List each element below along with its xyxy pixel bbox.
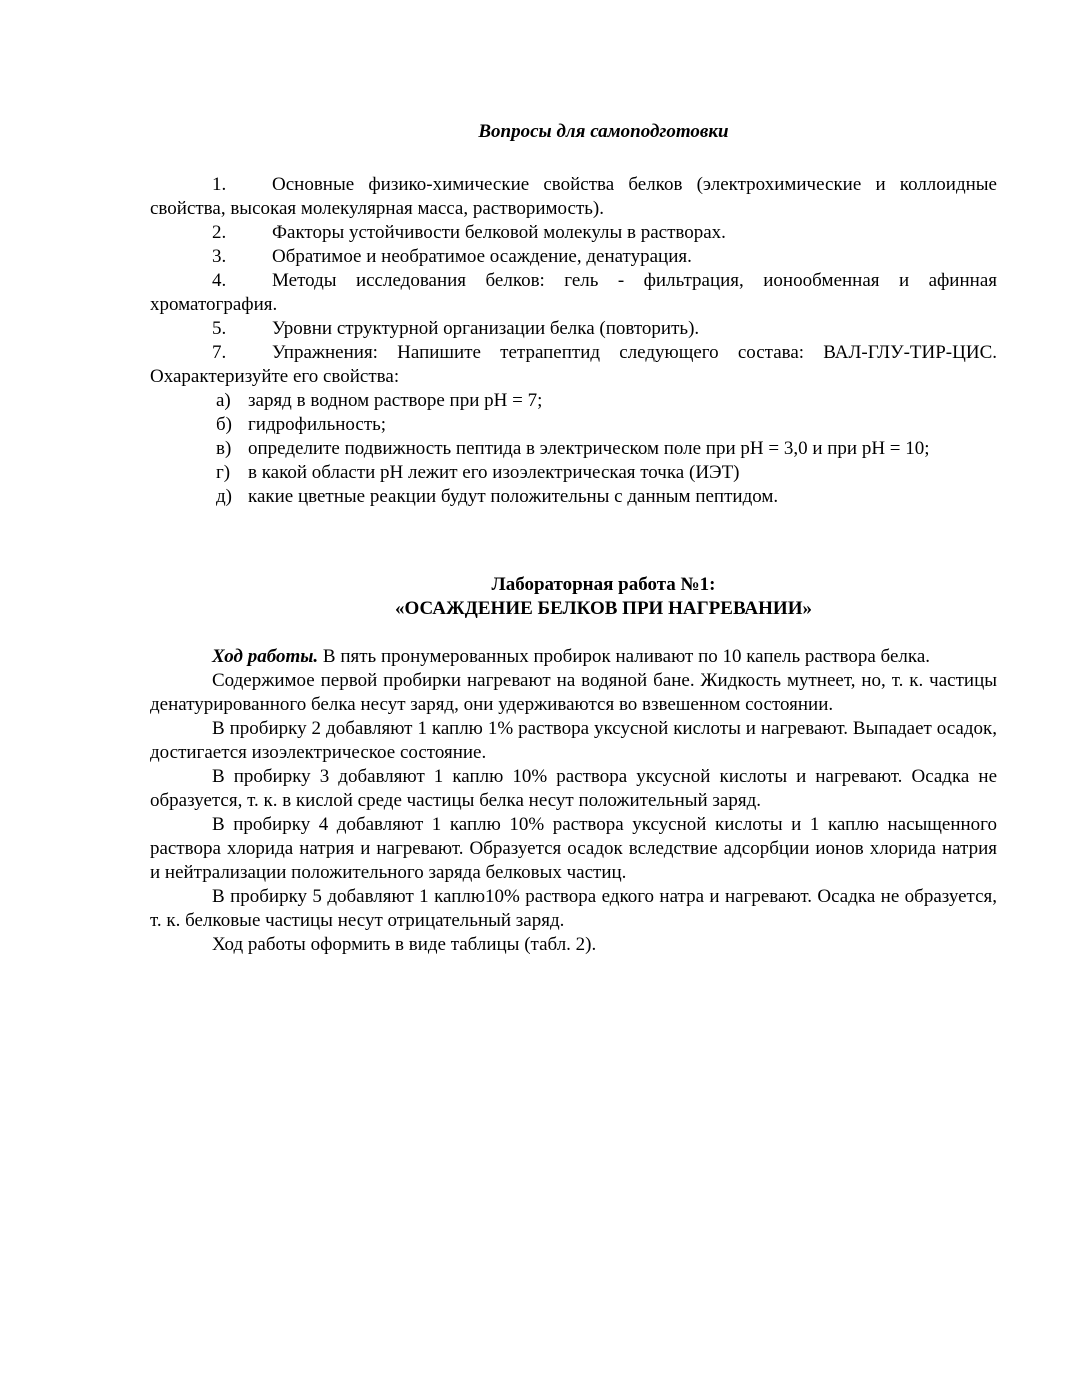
lab-title: Лабораторная работа №1: <box>491 574 716 595</box>
question-text: Основные физико-химические свойства белков (электрохимические и коллоидные свойства, высокая молекулярная масса, растворимость). <box>150 174 997 219</box>
lab-paragraph: В пробирку 4 добавляют 1 каплю 10% раствора уксусной кислоты и 1 каплю насыщенного раствора хлорида натрия и нагревают. Образуется осадок вследствие адсорбции ионов хлорида натрия и нейтрализации положительного заряда белковых частиц. <box>150 814 997 883</box>
lab-subtitle: «ОСАЖДЕНИЕ БЕЛКОВ ПРИ НАГРЕВАНИИ» <box>395 598 812 619</box>
question-text: Уровни структурной организации белка (повторить). <box>272 318 700 339</box>
sub-item-text: в какой области pH лежит его изоэлектрическая точка (ИЭТ) <box>248 462 740 483</box>
lab-paragraph: В пробирку 3 добавляют 1 каплю 10% раствора уксусной кислоты и нагревают. Осадка не образуется, т. к. в кислой среде частицы белка несут положительный заряд. <box>150 766 997 811</box>
question-text: Методы исследования белков: гель - фильтрация, ионообменная и афинная хроматография. <box>150 270 997 315</box>
sub-item-text: какие цветные реакции будут положительны с данным пептидом. <box>248 486 779 507</box>
questions-list <box>150 173 997 389</box>
sub-item-letter: г) <box>216 462 231 483</box>
sub-item-letter: б) <box>216 414 232 435</box>
sub-item <box>150 461 997 485</box>
question-number: 7. <box>212 342 227 363</box>
question-number: 3. <box>212 246 227 267</box>
lab-paragraph: Ход работы оформить в виде таблицы (табл. 2). <box>212 934 597 955</box>
question-number: 5. <box>212 318 227 339</box>
question-item <box>150 341 997 389</box>
sub-item-letter: д) <box>216 486 232 507</box>
question-number: 2. <box>212 222 227 243</box>
exercise-sub-list <box>150 389 997 509</box>
question-text: Факторы устойчивости белковой молекулы в растворах. <box>272 222 726 243</box>
question-item <box>150 221 997 245</box>
document-page <box>150 120 997 957</box>
question-text: Упражнения: Напишите тетрапептид следующего состава: ВАЛ-ГЛУ-ТИР-ЦИС. Охарактеризуйте его свойства: <box>150 342 997 387</box>
intro-label: Ход работы. <box>212 646 319 667</box>
question-number: 1. <box>212 174 227 195</box>
sub-item <box>150 389 997 413</box>
sub-item-letter: а) <box>216 390 231 411</box>
sub-item-text: гидрофильность; <box>248 414 387 435</box>
intro-text: В пять пронумерованных пробирок наливают по 10 капель раствора белка. <box>318 646 931 667</box>
lab-paragraph: Содержимое первой пробирки нагревают на водяной бане. Жидкость мутнеет, но, т. к. частицы денатурированного белка несут заряд, они удерживаются во взвешенном состоянии. <box>150 670 997 715</box>
sub-item <box>150 485 997 509</box>
question-text: Обратимое и необратимое осаждение, денатурация. <box>272 246 692 267</box>
sub-item <box>150 437 997 461</box>
sub-item-text: определите подвижность пептида в электрическом поле при pH = 3,0 и при pH = 10; <box>248 438 930 459</box>
sub-item <box>150 413 997 437</box>
question-item <box>150 245 997 269</box>
sub-item-text: заряд в водном растворе при pH = 7; <box>248 390 543 411</box>
sub-item-letter: в) <box>216 438 232 459</box>
lab-paragraph: В пробирку 5 добавляют 1 каплю10% раствора едкого натра и нагревают. Осадка не образуется, т. к. белковые частицы несут отрицательный заряд. <box>150 886 997 931</box>
question-item <box>150 173 997 221</box>
self-study-heading: Вопросы для самоподготовки <box>478 121 729 142</box>
lab-intro-paragraph <box>150 645 997 669</box>
question-item <box>150 317 997 341</box>
question-number: 4. <box>212 270 227 291</box>
question-item <box>150 269 997 317</box>
lab-paragraph: В пробирку 2 добавляют 1 каплю 1% раствора уксусной кислоты и нагревают. Выпадает осадок, достигается изоэлектрическое состояние. <box>150 718 997 763</box>
